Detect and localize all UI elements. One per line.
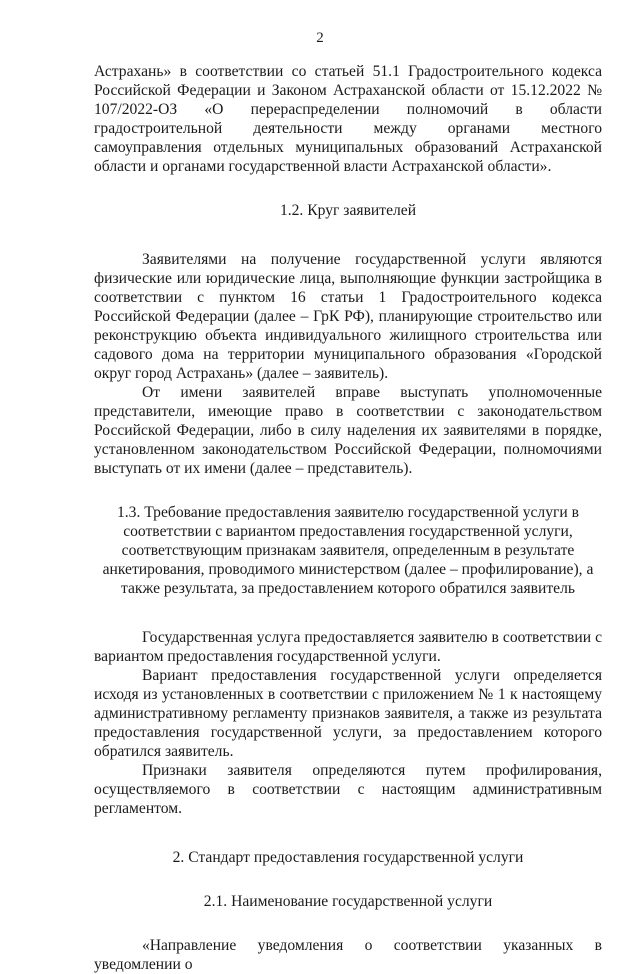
document-body xyxy=(94,62,602,974)
paragraph-service-name: «Направление уведомления о соответствии указанных в уведомлении о xyxy=(94,937,602,973)
paragraph-applicants: Заявителями на получение государственной услуги являются физические или юридические лица, выполняющие функции застройщика в соответствии с пунктом 16 статьи 1 Градостроительного кодекса Российской Федерации (далее – ГрК РФ), планирующие строительство или реконструкцию объекта индивидуального жилищного строительства или садового дома на территории муниципального образования «Городской округ город Астрахань» (далее – заявитель). xyxy=(94,251,602,382)
paragraph-service-variant: Государственная услуга предоставляется заявителю в соответствии с вариантом предоставления государственной услуги. xyxy=(94,629,602,665)
section-heading-2-1: 2.1. Наименование государственной услуги xyxy=(203,893,493,910)
page-number: 2 xyxy=(316,30,324,46)
section-heading-2: 2. Стандарт предоставления государственной услуги xyxy=(172,849,524,866)
paragraph-variant-determination: Вариант предоставления государственной услуги определяется исходя из установленных в соответствии с приложением № 1 к настоящему административному регламенту признаков заявителя, а также из результата предоставления государственной услуги, за предоставлением которого обратился заявитель. xyxy=(94,667,602,760)
paragraph-profiling: Признаки заявителя определяются путем профилирования, осуществляемого в соответствии с настоящим административным регламентом. xyxy=(94,762,602,817)
section-heading-1-3: 1.3. Требование предоставления заявителю государственной услуги в соответствии с вариантом предоставления государственной услуги, соответствующим признакам заявителя, определенным в результате анкетирования, проводимого министерством (далее – профилирование), а также результата, за предоставлением которого обратился заявитель xyxy=(102,504,594,597)
paragraph-representatives: От имени заявителей вправе выступать уполномоченные представители, имеющие право в соответствии с законодательством Российской Федерации, либо в силу наделения их заявителями в порядке, установленном законодательством Российской Федерации, полномочиями выступать от их имени (далее – представитель). xyxy=(94,384,602,477)
paragraph-intro: Астрахань» в соответствии со статьей 51.1 Градостроительного кодекса Российской Федерации и Законом Астраханской области от 15.12.2022 № 107/2022-ОЗ «О перераспределении полномочий в области градостроительной деятельности между органами местного самоуправления отдельных муниципальных образований Астраханской области и органами государственной власти Астраханской области». xyxy=(94,63,602,175)
section-heading-1-2: 1.2. Круг заявителей xyxy=(279,202,417,219)
